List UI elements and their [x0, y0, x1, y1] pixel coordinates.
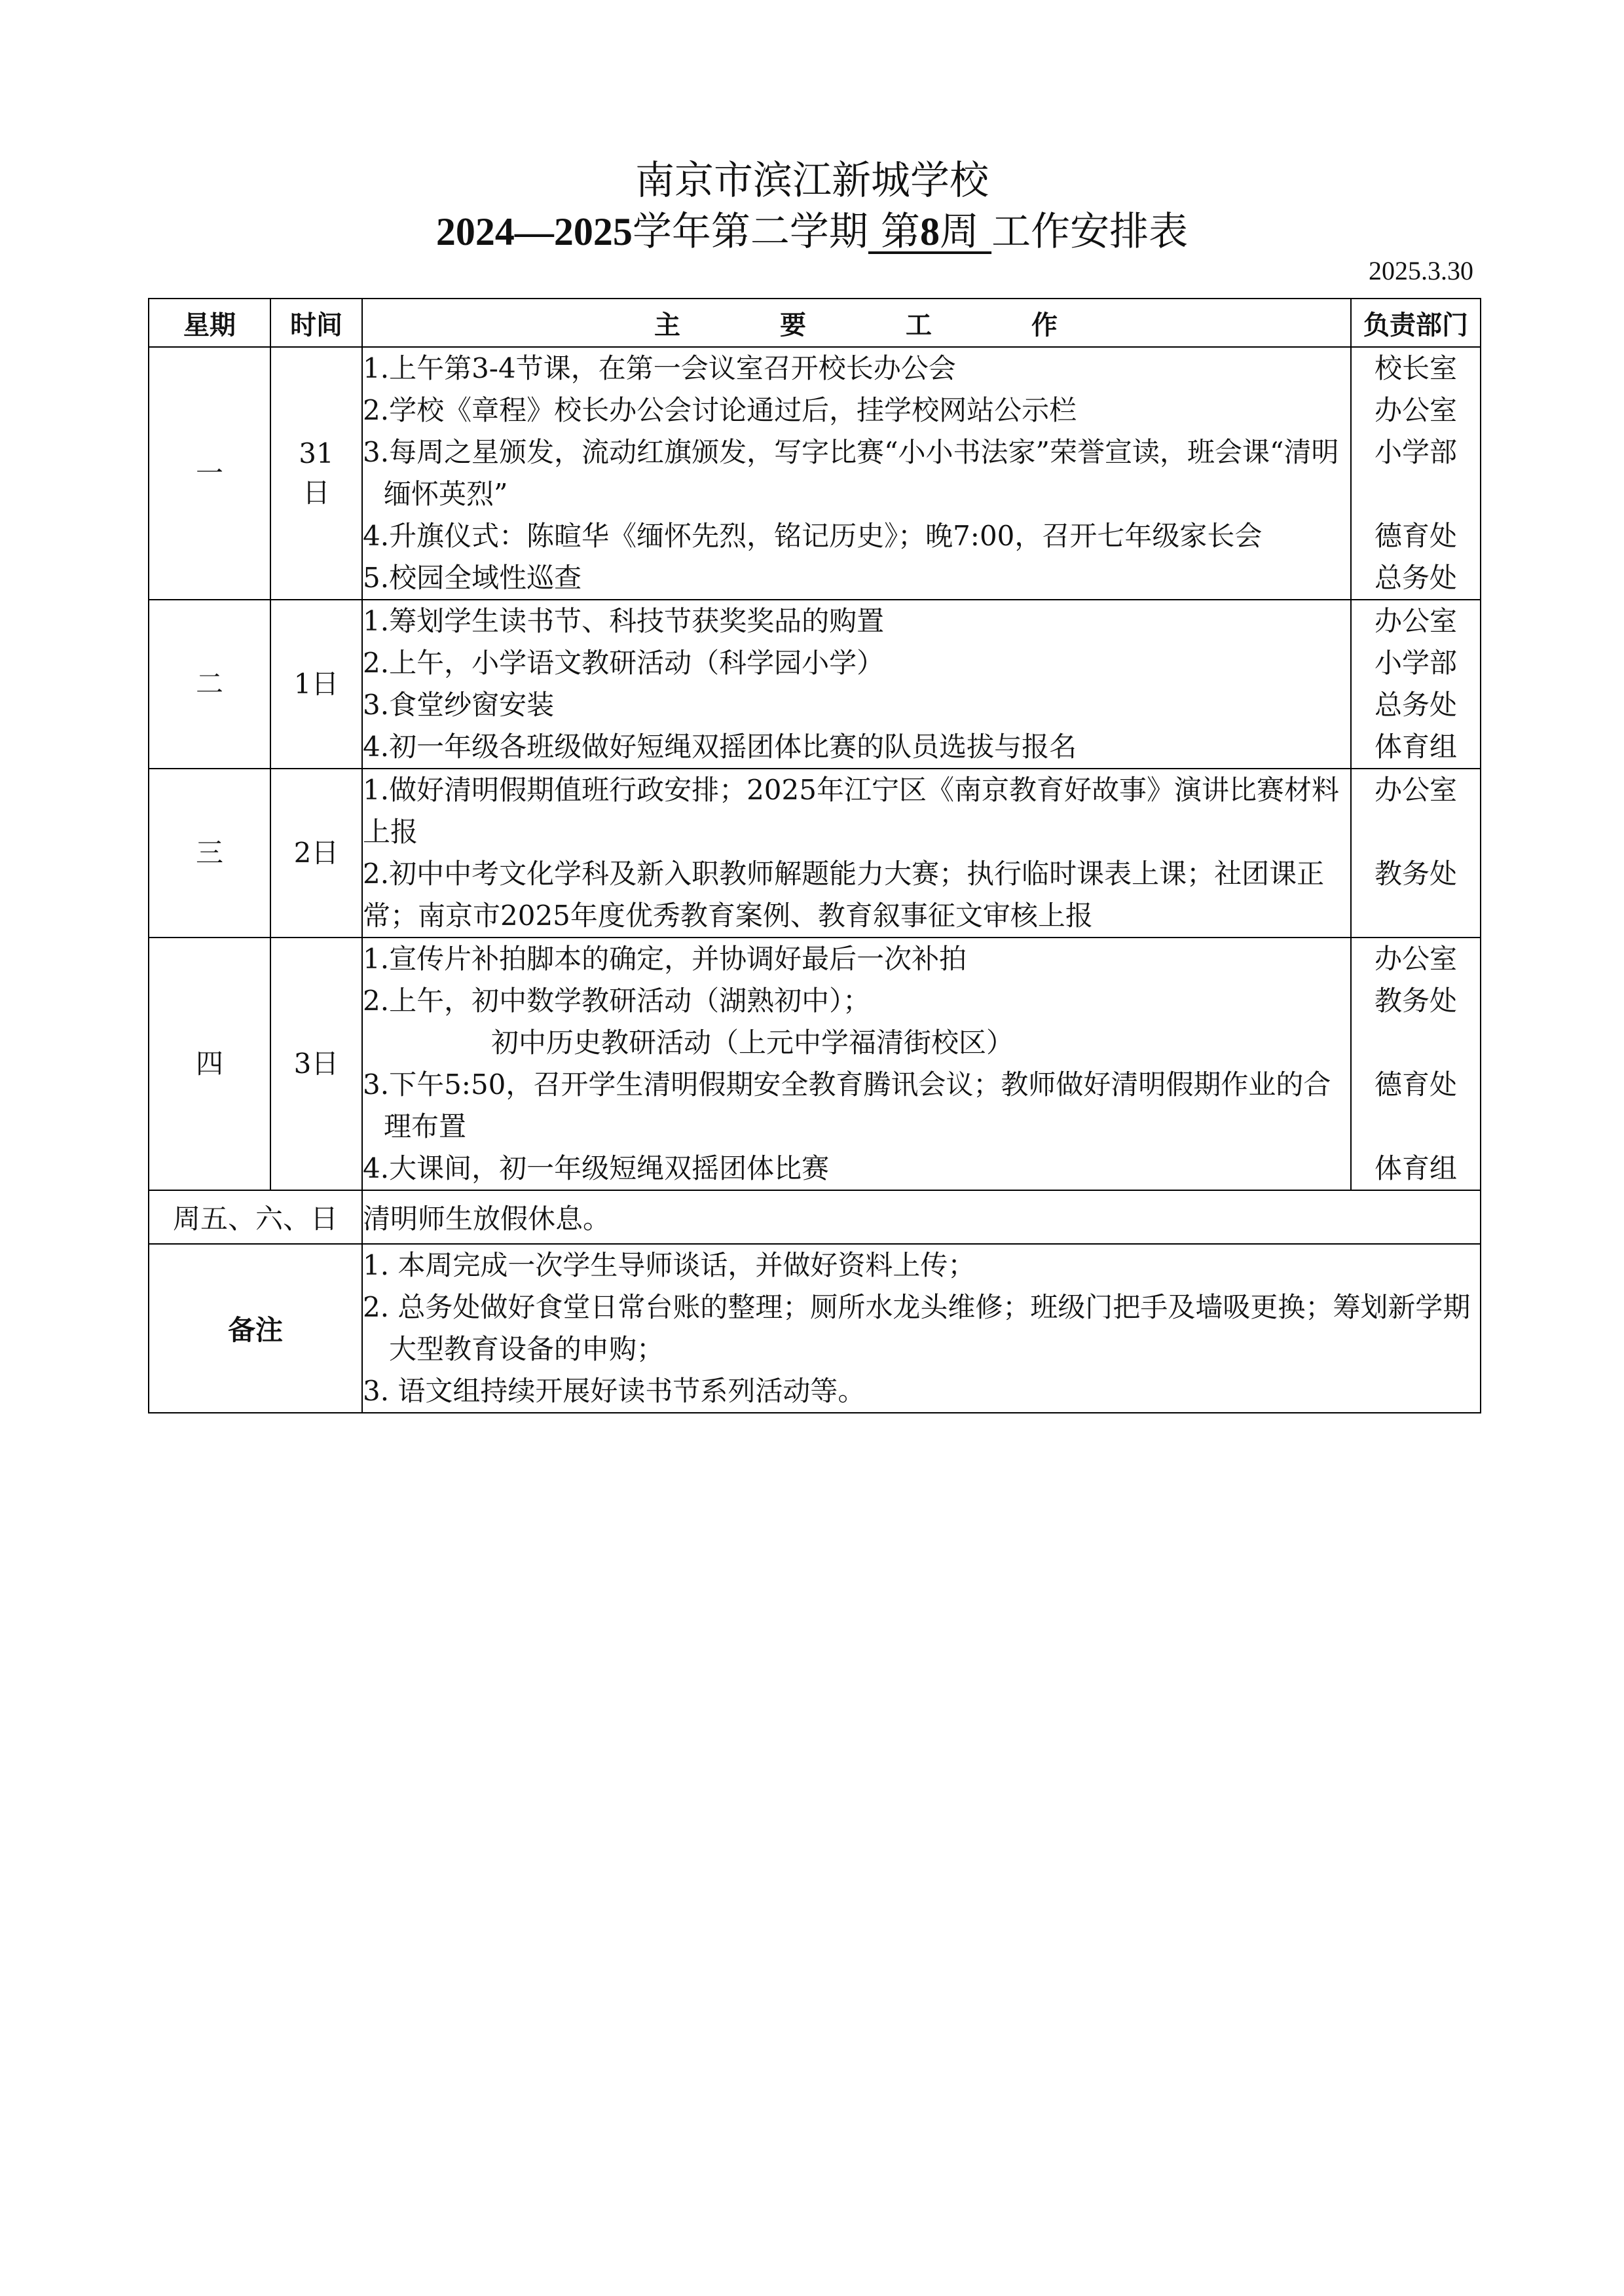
date-cell: 2日	[270, 769, 362, 938]
work-item: 1.筹划学生读书节、科技节获奖奖品的购置	[363, 605, 885, 637]
notes-cell	[362, 1244, 1481, 1413]
work-item: 3.每周之星颁发，流动红旗颁发，写字比赛“小小书法家”荣誉宣读，班会课“清明缅怀英烈”	[363, 436, 1339, 510]
dept-name: 教务处	[1374, 858, 1457, 890]
dept-cell	[1351, 347, 1481, 600]
dept-name: 办公室	[1374, 774, 1457, 806]
note-item: 3. 语文组持续开展好读书节系列活动等。	[363, 1375, 866, 1407]
date-cell: 1日	[270, 600, 362, 769]
dept-name: 办公室	[1374, 605, 1457, 637]
dept-name: 办公室	[1374, 394, 1457, 426]
header-day: 星期	[149, 299, 270, 347]
dept-name: 德育处	[1374, 520, 1457, 552]
header-time: 时间	[270, 299, 362, 347]
header-main-char: 主	[654, 309, 682, 340]
work-item: 4.大课间，初一年级短绳双摇团体比赛	[363, 1152, 830, 1184]
work-item: 2.学校《章程》校长办公会讨论通过后，挂学校网站公示栏	[363, 394, 1077, 426]
header-dept: 负责部门	[1351, 299, 1481, 347]
work-items-cell	[362, 769, 1351, 938]
dept-cell	[1351, 769, 1481, 938]
work-item: 1.宣传片补拍脚本的确定，并协调好最后一次补拍	[363, 943, 967, 975]
dept-cell	[1351, 938, 1481, 1190]
note-item: 1. 本周完成一次学生导师谈话，并做好资料上传；	[363, 1249, 976, 1281]
work-item: 2.上午，初中数学教研活动（湖熟初中）；	[363, 985, 871, 1017]
day-cell: 二	[149, 600, 270, 769]
dept-name: 办公室	[1374, 943, 1457, 975]
day-cell: 一	[149, 347, 270, 600]
dept-name: 教务处	[1374, 985, 1457, 1017]
note-item: 2. 总务处做好食堂日常台账的整理；厕所水龙头维修；班级门把手及墙吸更换；筹划新学期大型教育设备的申购；	[363, 1291, 1471, 1365]
dept-name: 体育组	[1374, 1152, 1457, 1184]
week-prefix: 第	[881, 209, 920, 255]
issue-date: 2025.3.30	[1369, 256, 1473, 285]
work-item: 5.校园全域性巡查	[363, 562, 582, 594]
day-cell: 四	[149, 938, 270, 1190]
table-row-tuesday	[149, 600, 1481, 769]
table-row-weekend	[149, 1190, 1481, 1244]
week-label	[868, 209, 991, 255]
table-row-notes	[149, 1244, 1481, 1413]
work-item: 3.下午5:50，召开学生清明假期安全教育腾讯会议；教师做好清明假期作业的合理布置	[363, 1068, 1331, 1142]
date-number: 31	[299, 437, 334, 469]
dept-name: 校长室	[1374, 352, 1457, 384]
work-items-cell	[362, 600, 1351, 769]
week-suffix: 周	[940, 209, 979, 255]
header-main-char: 工	[906, 309, 933, 340]
doc-title-suffix: 工作安排表	[991, 209, 1189, 255]
table-row-wednesday	[149, 769, 1481, 938]
work-item: 2.上午，小学语文教研活动（科学园小学）	[363, 647, 885, 679]
date-unit: 日	[302, 477, 330, 509]
header-main-char: 要	[780, 309, 807, 340]
dept-name: 德育处	[1374, 1068, 1457, 1101]
date-cell	[270, 347, 362, 600]
work-item: 2.初中中考文化学科及新入职教师解题能力大赛；执行临时课表上课；社团课正常；南京市2025年度优秀教育案例、教育叙事征文审核上报	[363, 858, 1325, 932]
dept-name: 小学部	[1374, 436, 1457, 468]
work-items-cell	[362, 347, 1351, 600]
weekend-text: 清明师生放假休息。	[362, 1190, 1481, 1244]
dept-cell	[1351, 600, 1481, 769]
dept-name: 总务处	[1374, 562, 1457, 594]
dept-name: 小学部	[1374, 647, 1457, 679]
term-label: 学年第二学期	[632, 209, 868, 255]
work-items-cell	[362, 938, 1351, 1190]
weekend-label: 周五、六、日	[149, 1190, 362, 1244]
dept-name: 总务处	[1374, 689, 1457, 721]
notes-label: 备注	[149, 1244, 362, 1413]
header-main-char: 作	[1031, 309, 1059, 340]
document-title	[0, 206, 1624, 258]
header-row	[149, 299, 1481, 347]
schedule-table	[148, 298, 1481, 1413]
header-main-work	[362, 299, 1351, 347]
year-range: 2024—2025	[435, 210, 633, 253]
table-row-monday	[149, 347, 1481, 600]
work-item: 1.上午第3-4节课，在第一会议室召开校长办公会	[363, 352, 956, 384]
work-item: 初中历史教研活动（上元中学福清街校区）	[491, 1027, 1014, 1059]
work-item: 4.初一年级各班级做好短绳双摇团体比赛的队员选拔与报名	[363, 731, 1077, 763]
work-item: 3.食堂纱窗安装	[363, 689, 555, 721]
work-item: 4.升旗仪式：陈暄华《缅怀先烈，铭记历史》；晚7:00，召开七年级家长会	[363, 520, 1263, 552]
date-cell: 3日	[270, 938, 362, 1190]
table-row-thursday	[149, 938, 1481, 1190]
day-cell: 三	[149, 769, 270, 938]
work-item: 1.做好清明假期值班行政安排；2025年江宁区《南京教育好故事》演讲比赛材料上报	[363, 774, 1339, 848]
dept-name: 体育组	[1374, 731, 1457, 763]
week-number: 8	[920, 210, 940, 253]
school-title: 南京市滨江新城学校	[635, 158, 989, 204]
